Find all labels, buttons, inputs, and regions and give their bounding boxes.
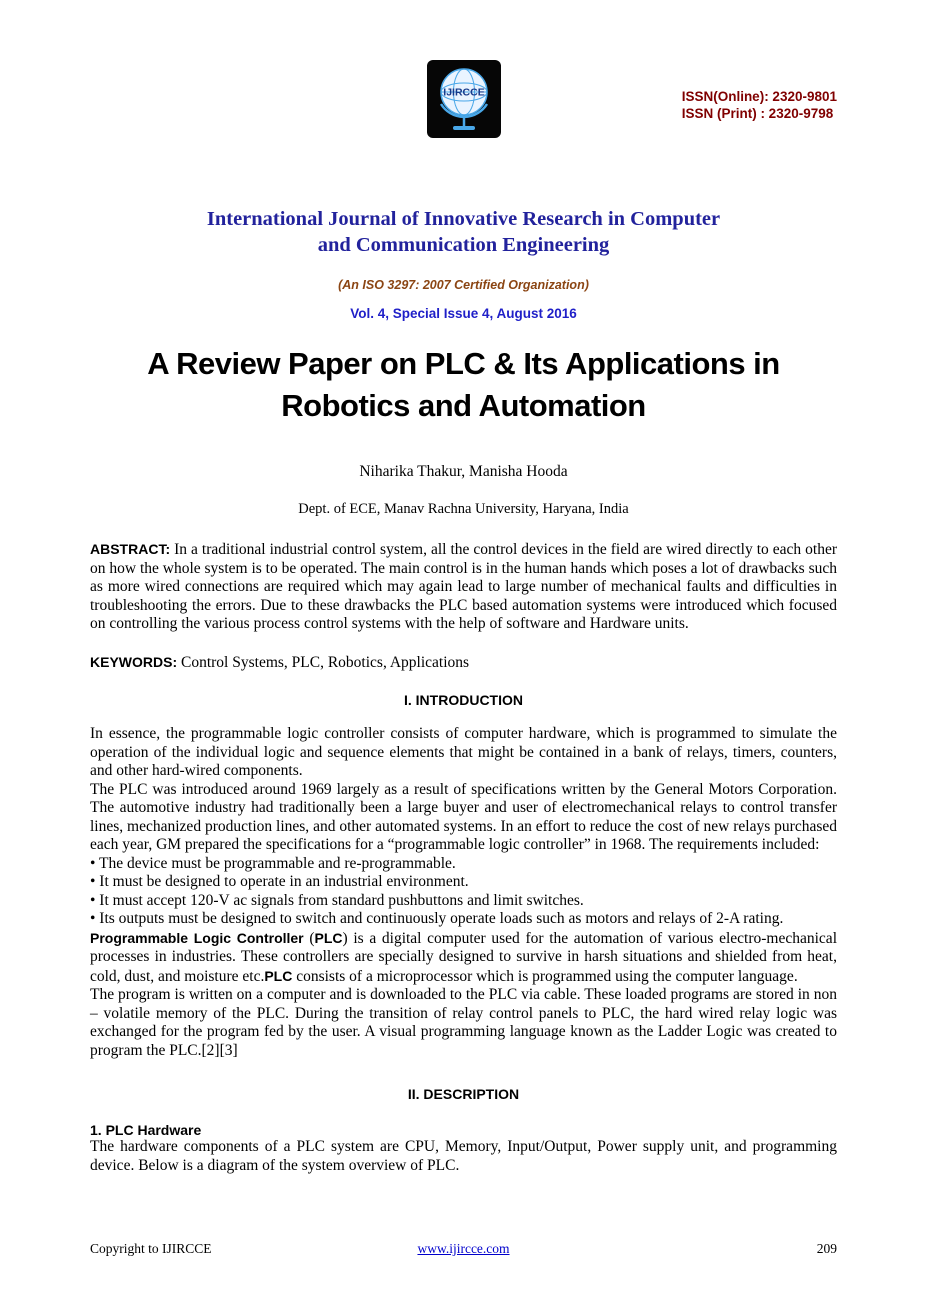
paper-title	[90, 343, 837, 427]
journal-title	[90, 206, 837, 258]
section-heading-introduction: I. INTRODUCTION	[404, 692, 523, 708]
issn-block	[682, 88, 837, 122]
intro-paragraph-4: The program is written on a computer and is downloaded to the PLC via cable. These loaded programs are stored in non – volatile memory of the PLC. During the transition of relay control panels to PLC, the hard wired relay logic was exchanged for the program fed by the user. A visual programming language known as the Ladder Logic was created to program the PLC.[2][3]	[90, 986, 837, 1059]
header	[90, 0, 837, 200]
journal-title-line2: and Communication Engineering	[317, 234, 610, 256]
footer-copyright: Copyright to IJIRCCE	[90, 1241, 212, 1256]
section-heading-description: II. DESCRIPTION	[407, 1086, 520, 1102]
journal-website-link[interactable]: www.ijircce.com	[417, 1241, 510, 1256]
plc-hardware-text: The hardware components of a PLC system are CPU, Memory, Input/Output, Power supply unit, and programming device. Below is a diagram of the system overview of PLC.	[90, 1138, 837, 1174]
subsection-title-plc-hardware: 1. PLC Hardware	[90, 1122, 202, 1138]
requirement-bullet-2: • It must be designed to operate in an industrial environment.	[90, 873, 469, 890]
journal-title-line1: International Journal of Innovative Research in Computer	[206, 208, 721, 230]
globe-logo-icon	[427, 60, 501, 138]
intro-paragraph-3: Programmable Logic Controller (PLC) is a digital computer used for the automation of various electro-mechanical processes in industries. These controllers are specially designed to survive in harsh situations and shielded from heat, cold, dust, and moisture etc.PLC consists of a microprocessor which is programmed using the computer language.	[90, 929, 837, 985]
requirement-bullet-1: • The device must be programmable and re-programmable.	[90, 854, 456, 872]
abstract-label: ABSTRACT:	[90, 541, 171, 557]
introduction-body	[90, 725, 837, 1060]
issn-print: ISSN (Print) : 2320-9798	[681, 106, 834, 121]
paper-title-line1: A Review Paper on PLC & Its Applications in	[147, 346, 780, 381]
issn-online: ISSN(Online): 2320-9801	[681, 89, 837, 104]
requirement-bullet-3: • It must accept 120-V ac signals from standard pushbuttons and limit switches.	[90, 891, 584, 909]
requirement-bullet-4: • Its outputs must be designed to switch and continuously operate loads such as motors and relays of 2-A rating.	[90, 910, 784, 927]
keywords-paragraph	[90, 653, 837, 673]
intro-paragraph-1: In essence, the programmable logic controller consists of computer hardware, which is programmed to simulate the operation of the individual logic and sequence elements that might be contained in a bank of relays, timers, counters, and other hard-wired components.	[90, 725, 837, 779]
affiliation: Dept. of ECE, Manav Rachna University, Haryana, India	[298, 501, 629, 517]
footer-link-wrap	[339, 1241, 588, 1257]
page-footer	[90, 1241, 837, 1257]
volume-issue-line: Vol. 4, Special Issue 4, August 2016	[350, 306, 577, 321]
paper-title-line2: Robotics and Automation	[281, 388, 646, 423]
keywords-label: KEYWORDS:	[90, 653, 178, 670]
authors: Niharika Thakur, Manisha Hooda	[359, 463, 568, 480]
footer-page-number: 209	[816, 1241, 837, 1256]
intro-paragraph-2: The PLC was introduced around 1969 largely as a result of specifications written by the General Motors Corporation. The automotive industry had traditionally been a large buyer and user of electromechanical relays to control transfer lines, mechanized production lines, and other automated systems. In an effort to reduce the cost of new relays purchased each year, GM prepared the specifications for a “programmable logic controller” in 1968. The requirements included:	[90, 780, 837, 853]
keywords-text: Control Systems, PLC, Robotics, Applications	[181, 653, 470, 671]
logo-text: IJIRCCE	[442, 86, 485, 99]
abstract-paragraph	[90, 540, 837, 634]
iso-certification-line: (An ISO 3297: 2007 Certified Organization)	[338, 278, 589, 292]
abstract-text: In a traditional industrial control system, all the control devices in the field are wired directly to each other on how the whole system is to be operated. The main control is in the human hands which poses a lot of drawbacks such as more wired connections are required which may again lead to large number of mechanical faults and difficulties in troubleshooting the errors. Due to these drawbacks the PLC based automation systems were introduced which focused on controlling the various process control systems with the help of software and Hardware units.	[90, 541, 838, 632]
